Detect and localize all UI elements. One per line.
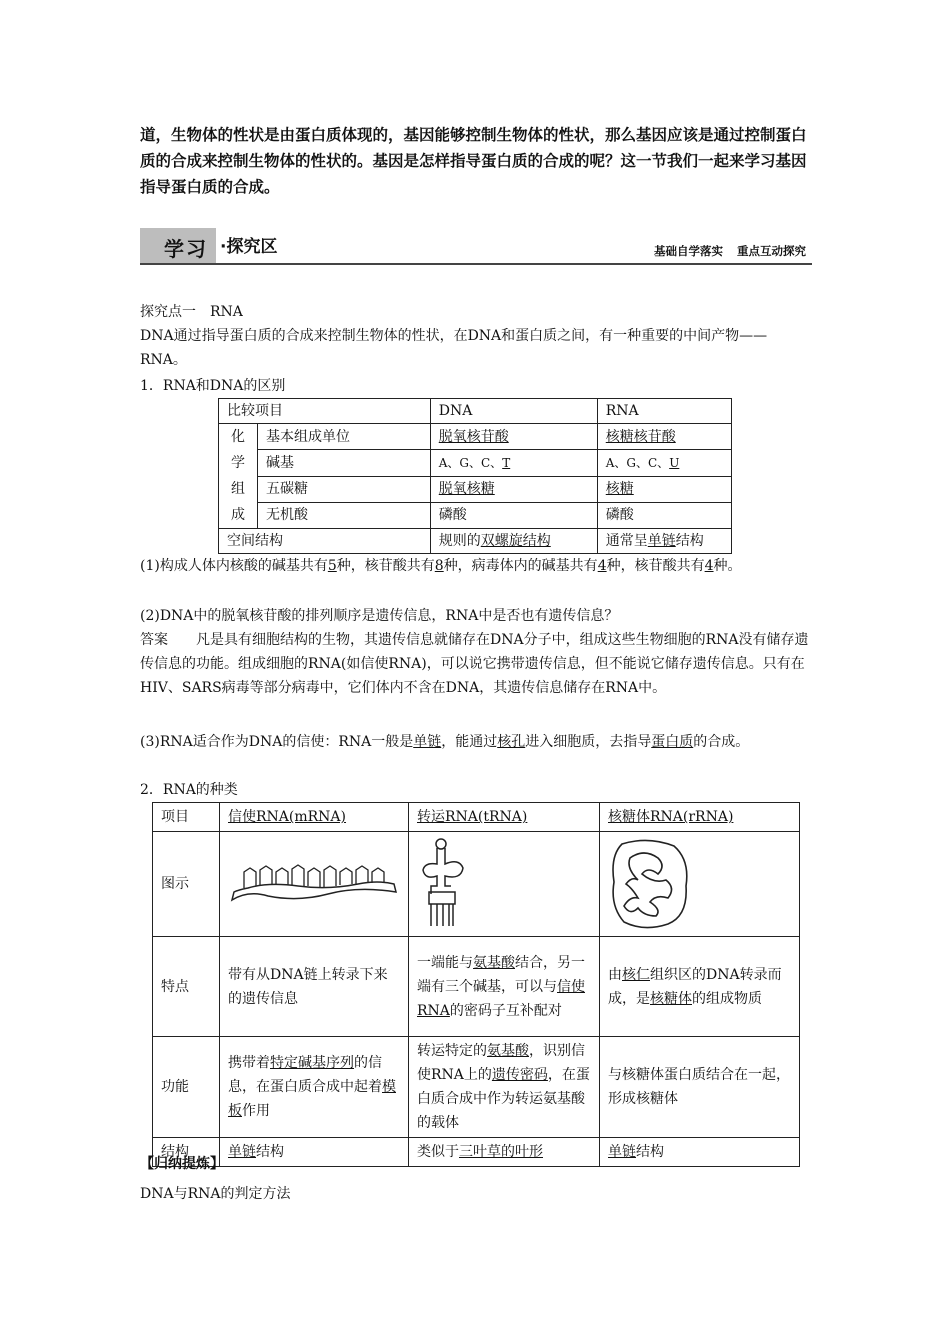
table-header-item: 项目 — [153, 803, 220, 832]
cell-text: ，在蛋白质合成中作为转运氨基酸的载体 — [417, 1067, 590, 1131]
question-3 — [140, 730, 812, 754]
question-2: (2)DNA中的脱氧核苷酸的排列顺序是遗传信息，RNA中是否也有遗传信息？ — [140, 608, 619, 624]
answer-underlined: 核糖体 — [650, 990, 692, 1007]
answer-underlined: 脱氧核苷酸 — [438, 428, 509, 445]
mrna-figure-cell — [220, 832, 409, 937]
mrna-illustration — [228, 854, 400, 914]
cell-rrna — [600, 937, 800, 1037]
table-row — [219, 529, 732, 554]
cell-dna: 磷酸 — [430, 502, 597, 528]
q-text: 的合成。 — [693, 734, 750, 750]
banner-right-text: 基础自学落实 重点互动探究 — [653, 244, 806, 258]
trna-figure-cell — [409, 832, 600, 937]
cell-trna — [409, 1037, 600, 1138]
cell-text: 的信息，在蛋白质合成中起着 — [228, 1055, 382, 1095]
answer-underlined: 三叶草的叶形 — [459, 1144, 543, 1160]
rna-types-table — [152, 802, 800, 1167]
cell-text: 一端能与 — [417, 954, 473, 971]
heading-1: 1．RNA和DNA的区别 — [140, 378, 286, 394]
q-text: 种，病毒体内的碱基共有 — [443, 558, 598, 574]
intro-paragraph: 道，生物体的性状是由蛋白质体现的，基因能够控制生物体的性状，那么基因应该是通过控制蛋白质的合成来控制生物体的性状的。基因是怎样指导蛋白质的合成的呢？这一节我们一起来学习基因指导蛋白质的合成。 — [140, 125, 807, 196]
summary-line: DNA与RNA的判定方法 — [140, 1186, 291, 1202]
table-row — [219, 476, 732, 502]
cell-text: 规则的 — [438, 533, 481, 549]
section-intro: DNA通过指导蛋白质的合成来控制生物体的性状，在DNA和蛋白质之间，有一种重要的中间产物——RNA。 — [140, 328, 768, 368]
rna-dna-compare-table — [218, 398, 732, 554]
q-text: ，能通过 — [441, 734, 498, 750]
cell-text: 的组成物质 — [692, 990, 762, 1007]
cell-rna — [597, 476, 731, 502]
answer-underlined: 单链 — [228, 1144, 256, 1160]
answer-underlined: 单链 — [647, 533, 676, 549]
q-text: 种，核苷酸共有 — [336, 558, 435, 574]
cell-text: ，识别信使RNA上的 — [417, 1043, 585, 1083]
cell-mrna — [220, 1037, 409, 1138]
cell-text: 结构 — [675, 533, 704, 549]
table-header-dna: DNA — [430, 399, 597, 424]
cell-text: 类似于 — [417, 1144, 459, 1160]
answer-underlined: 5 — [327, 558, 337, 574]
cell-rna — [597, 529, 731, 554]
group-char: 组 — [231, 481, 245, 497]
answer-text: 凡是具有细胞结构的生物，其遗传信息就储存在DNA分子中，组成这些生物细胞的RNA没有储存遗传信息的功能。组成细胞的RNA(如信使RNA)，可以说它携带遗传信息，但不能说它储存遗传信息。只有在HIV、SARS病毒等部分病毒中，它们体内不含在DNA，其遗传信息储存在RNA中。 — [140, 632, 809, 696]
answer-underlined: 核糖核苷酸 — [605, 428, 676, 445]
row-label: 图示 — [153, 832, 220, 937]
table-row — [219, 450, 732, 476]
group-char: 成 — [231, 507, 245, 523]
row-label: 基本组成单位 — [258, 424, 431, 450]
row-label: 功能 — [153, 1037, 220, 1138]
answer-underlined: 4 — [704, 558, 714, 574]
cell-text: A、G、C、 — [438, 455, 503, 470]
answer-underlined: 脱氧核糖 — [438, 481, 495, 498]
q-text: 种。 — [713, 558, 742, 574]
q-text: (3)RNA适合作为DNA的信使：RNA一般是 — [140, 734, 414, 750]
banner-tag — [140, 228, 216, 264]
cell-text: 由 — [608, 966, 622, 983]
section-banner — [140, 218, 812, 264]
answer-underlined: 特定碱基序列 — [270, 1055, 354, 1071]
cell-text: 结构 — [636, 1144, 664, 1160]
cell-text: 结合，另一端有三个碱基，可以与 — [417, 954, 585, 995]
header-underlined: 核糖体RNA(rRNA) — [608, 809, 734, 825]
answer-underlined: 模板 — [228, 1079, 396, 1119]
header-underlined: 信使RNA(mRNA) — [228, 809, 347, 825]
q-text: (1)构成人体内核酸的碱基共有 — [140, 558, 328, 574]
table-row — [219, 399, 732, 424]
answer-underlined: 4 — [597, 558, 607, 574]
answer-underlined: 核仁 — [622, 966, 650, 983]
row-label: 五碳糖 — [258, 476, 431, 502]
group-char: 化 — [231, 429, 245, 445]
answer-underlined: 信使RNA — [417, 978, 585, 1019]
table-row — [153, 1037, 800, 1138]
cell-rna: 磷酸 — [597, 502, 731, 528]
answer-paragraph — [140, 628, 812, 700]
answer-underlined: 遗传密码 — [491, 1067, 548, 1083]
table-row — [219, 424, 732, 450]
table-row — [153, 937, 800, 1037]
cell-text: 通常呈 — [605, 533, 648, 549]
answer-underlined: 蛋白质 — [651, 734, 694, 750]
question-1 — [140, 554, 812, 578]
cell-dna — [430, 424, 597, 450]
answer-underlined: U — [669, 455, 680, 470]
answer-underlined: 双螺旋结构 — [480, 533, 551, 549]
answer-underlined: 8 — [434, 558, 444, 574]
banner-tag-text: 学习 — [164, 237, 208, 261]
answer-underlined: 氨基酸 — [473, 954, 515, 971]
cell-mrna: 带有从DNA链上转录下来的遗传信息 — [220, 937, 409, 1037]
row-label: 空间结构 — [219, 529, 431, 554]
table-row — [219, 502, 732, 528]
cell-rrna: 与核糖体蛋白质结合在一起，形成核糖体 — [600, 1037, 800, 1138]
table-header-rrna — [600, 803, 800, 832]
cell-text: 转运特定的 — [417, 1043, 487, 1059]
row-label: 无机酸 — [258, 502, 431, 528]
answer-underlined: 单链 — [608, 1144, 636, 1160]
answer-underlined: 核糖 — [605, 481, 634, 498]
answer-underlined: 单链 — [413, 734, 442, 750]
cell-rna — [597, 450, 731, 476]
banner-subtitle: ·探究区 — [220, 237, 278, 257]
row-label: 特点 — [153, 937, 220, 1037]
cell-trna — [409, 937, 600, 1037]
table-row — [153, 803, 800, 832]
q-text: 种，核苷酸共有 — [606, 558, 705, 574]
cell-dna — [430, 529, 597, 554]
table-header-trna — [409, 803, 600, 832]
header-underlined: 转运RNA(tRNA) — [417, 809, 528, 825]
heading-2: 2．RNA的种类 — [140, 782, 238, 798]
cell-text: 的密码子互补配对 — [449, 1002, 562, 1019]
cell-dna — [430, 450, 597, 476]
row-label: 碱基 — [258, 450, 431, 476]
table-row — [153, 832, 800, 937]
group-char: 学 — [231, 455, 245, 471]
cell-text: 作用 — [242, 1103, 270, 1119]
answer-underlined: T — [502, 455, 511, 470]
answer-label: 答案 — [140, 632, 168, 648]
cell-text: 组织区的DNA转录而成，是 — [608, 966, 782, 1007]
answer-underlined: 核孔 — [497, 734, 526, 750]
summary-title: 【归纳提炼】 — [140, 1156, 224, 1172]
section-title: 探究点一 RNA — [140, 304, 243, 320]
table-header-rna: RNA — [597, 399, 731, 424]
cell-text: 结构 — [256, 1144, 284, 1160]
rrna-illustration — [608, 836, 692, 932]
row-label: 结构 — [153, 1138, 220, 1167]
table-header-item: 比较项目 — [219, 399, 431, 424]
chem-group-label — [219, 424, 258, 529]
banner-rule — [140, 263, 812, 265]
cell-dna — [430, 476, 597, 502]
answer-underlined: 氨基酸 — [487, 1043, 529, 1059]
cell-text: 携带着 — [228, 1055, 270, 1071]
cell-text: A、G、C、 — [605, 455, 670, 470]
rrna-figure-cell — [600, 832, 800, 937]
trna-illustration — [417, 834, 477, 934]
table-header-mrna — [220, 803, 409, 832]
cell-rna — [597, 424, 731, 450]
q-text: 进入细胞质，去指导 — [525, 734, 652, 750]
